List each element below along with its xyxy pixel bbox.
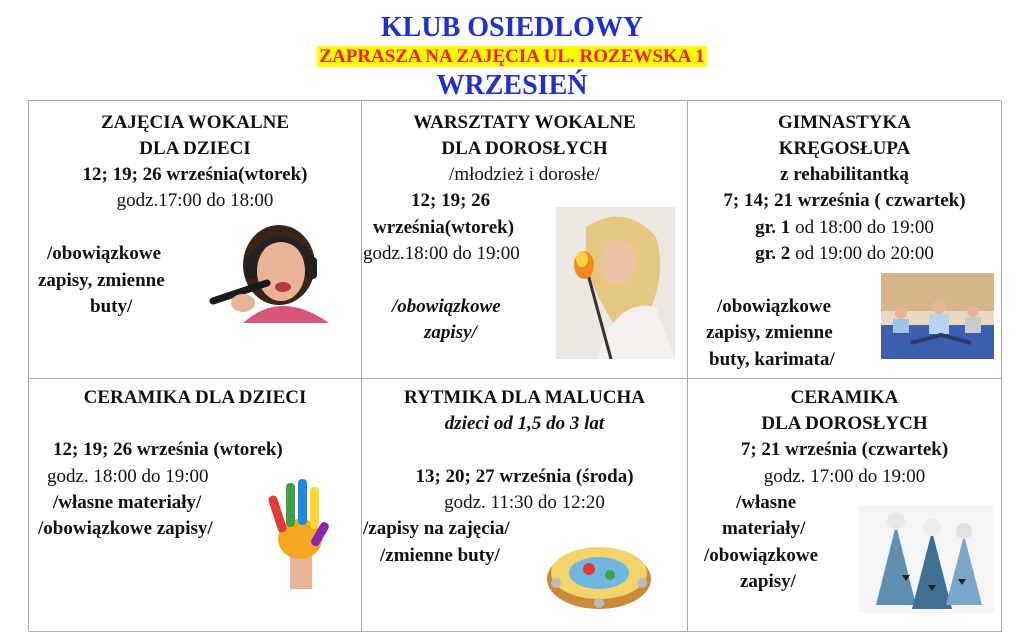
- note: buty, karimata/: [709, 349, 835, 370]
- note: zapisy/: [424, 322, 477, 343]
- note: /własne: [736, 492, 797, 513]
- hours: godz.17:00 do 18:00: [116, 190, 274, 211]
- schedule-table: [28, 100, 1001, 631]
- dates: 12; 19; 26 września (wtorek): [53, 439, 283, 460]
- gym-class-photo: [881, 273, 994, 359]
- tambourine-image: [544, 539, 654, 611]
- group-1-hours: [688, 215, 1001, 241]
- cell-title: RYTMIKA DLA MALUCHA: [403, 387, 646, 408]
- painted-hand-image: [264, 477, 332, 589]
- cell-title: KRĘGOSŁUPA: [778, 138, 911, 159]
- singer-girl-photo: [209, 223, 347, 323]
- note: buty/: [90, 296, 133, 317]
- note: /obowiązkowe: [392, 296, 501, 317]
- note: /obowiązkowe: [717, 296, 831, 317]
- subtitle-banner: [0, 46, 1024, 69]
- group-2-label: gr. 2: [755, 243, 791, 264]
- note: /obowiązkowe: [47, 243, 161, 264]
- instructor: z rehabilitantką: [780, 164, 909, 185]
- hours: godz. 18:00 do 19:00: [47, 466, 209, 487]
- cell-title: CERAMIKA DLA DZIECI: [83, 387, 307, 408]
- dates: 12; 19; 26: [411, 190, 491, 211]
- cell-title: CERAMIKA: [790, 387, 899, 408]
- group-1-time: od 18:00 do 19:00: [790, 217, 934, 238]
- dates: 7; 21 września (czwartek): [740, 439, 949, 460]
- group-1-label: gr. 1: [755, 217, 791, 238]
- cell-title: WARSZTATY WOKALNE: [413, 112, 636, 133]
- singer-woman-photo: [556, 207, 675, 359]
- cell-vocal-adults: [362, 101, 688, 379]
- note: zapisy, zmienne: [706, 322, 833, 343]
- dates: 13; 20; 27 września (środa): [415, 466, 634, 487]
- hours: godz.18:00 do 19:00: [363, 243, 520, 264]
- group-2-time: od 19:00 do 20:00: [790, 243, 934, 264]
- group-2-hours: [688, 241, 1001, 267]
- dates: września(wtorek): [373, 217, 515, 238]
- cell-ceramics-kids: [29, 379, 362, 632]
- hours: godz. 11:30 do 12:20: [444, 492, 605, 513]
- note: /własne materiały/: [53, 492, 202, 513]
- note: zapisy, zmienne: [38, 270, 165, 291]
- cell-spine-gym: [688, 101, 1002, 379]
- subtitle: ZAPRASZA NA ZAJĘCIA UL. ROZEWSKA 1: [319, 46, 705, 67]
- dates: 12; 19; 26 września(wtorek): [82, 164, 308, 185]
- cell-rhythmics: [362, 379, 688, 632]
- note: materiały/: [722, 518, 806, 539]
- note: zapisy/: [740, 571, 796, 592]
- month-heading: WRZESIEŃ: [436, 70, 588, 101]
- hours: godz. 17:00 do 19:00: [763, 466, 926, 487]
- note: /obowiązkowe zapisy/: [38, 518, 213, 539]
- ceramic-figures-photo: [858, 505, 994, 613]
- cell-title: GIMNASTYKA: [777, 112, 911, 133]
- cell-ceramics-adults: [688, 379, 1002, 632]
- cell-title: ZAJĘCIA WOKALNE: [100, 112, 290, 133]
- audience: dzieci od 1,5 do 3 lat: [444, 413, 605, 434]
- club-title: KLUB OSIEDLOWY: [380, 12, 644, 43]
- audience: /młodzież i dorosłe/: [449, 164, 600, 185]
- dates: 7; 14; 21 września ( czwartek): [723, 190, 966, 211]
- cell-title: DLA DOROSŁYCH: [761, 413, 928, 434]
- cell-title: DLA DOROSŁYCH: [441, 138, 608, 159]
- cell-title: DLA DZIECI: [139, 138, 251, 159]
- cell-vocal-kids: [29, 101, 362, 379]
- note: /obowiązkowe: [704, 545, 818, 566]
- note: /zmienne buty/: [380, 545, 500, 566]
- note: /zapisy na zajęcia/: [363, 518, 510, 539]
